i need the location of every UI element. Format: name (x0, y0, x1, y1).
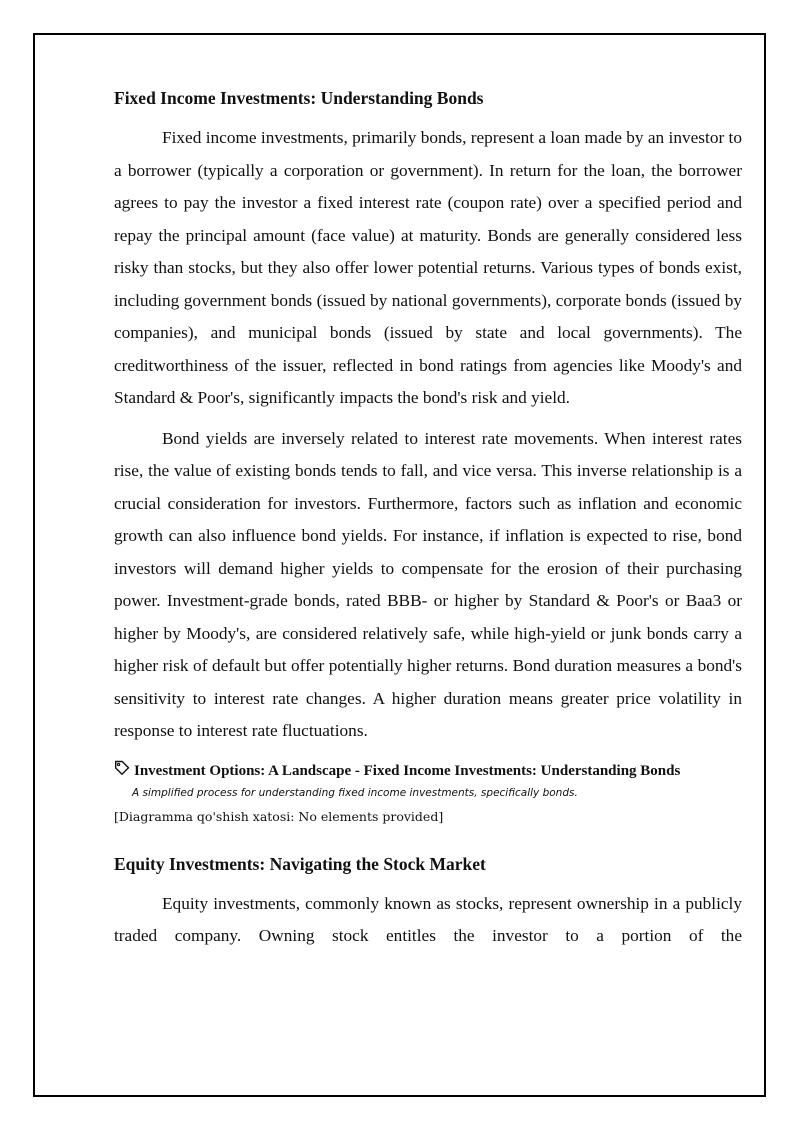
diagram-subtitle: A simplified process for understanding fixed income investments, specifically bonds. (132, 786, 578, 799)
diagram-title: Investment Options: A Landscape - Fixed Income Investments: Understanding Bonds (134, 763, 681, 779)
paragraph-bonds-intro: Fixed income investments, primarily bonds, represent a loan made by an investor to a borrower (typically a corporation or government). In return for the loan, the borrower agrees to pay the investor a fixed interest rate (coupon rate) over a specified period and repay the principal amount (face value) at maturity. Bonds are generally considered less risky than stocks, but they also offer lower potential returns. Various types of bonds exist, including government bonds (issued by national governments), corporate bonds (issued by companies), and municipal bonds (issued by state and local governments). The creditworthiness of the issuer, reflected in bond ratings from agencies like Moody's and Standard & Poor's, significantly impacts the bond's risk and yield. (114, 128, 742, 407)
diagram-caption (114, 760, 742, 783)
tag-icon (114, 760, 130, 783)
paragraph-equity-intro: Equity investments, commonly known as stocks, represent ownership in a publicly traded company. Owning stock entitles the investor to a portion of the (114, 893, 742, 945)
section-heading-fixed-income: Fixed Income Investments: Understanding Bonds (114, 88, 484, 108)
diagram-error-message: [Diagramma qo'shish xatosi: No elements provided] (114, 808, 444, 824)
document-body (114, 86, 742, 953)
paragraph-bond-yields: Bond yields are inversely related to interest rate movements. When interest rates rise, the value of existing bonds tends to fall, and vice versa. This inverse relationship is a crucial consideration for investors. Furthermore, factors such as inflation and economic growth can also influence bond yields. For instance, if inflation is expected to rise, bond investors will demand higher yields to compensate for the erosion of their purchasing power. Investment-grade bonds, rated BBB- or higher by Standard & Poor's or Baa3 or higher by Moody's, are considered relatively safe, while high-yield or junk bonds carry a higher risk of default but offer potentially higher returns. Bond duration measures a bond's sensitivity to interest rate changes. A higher duration means greater price volatility in response to interest rate fluctuations. (114, 428, 742, 740)
diagram-block (114, 760, 742, 828)
section-heading-equity: Equity Investments: Navigating the Stock Market (114, 853, 486, 874)
